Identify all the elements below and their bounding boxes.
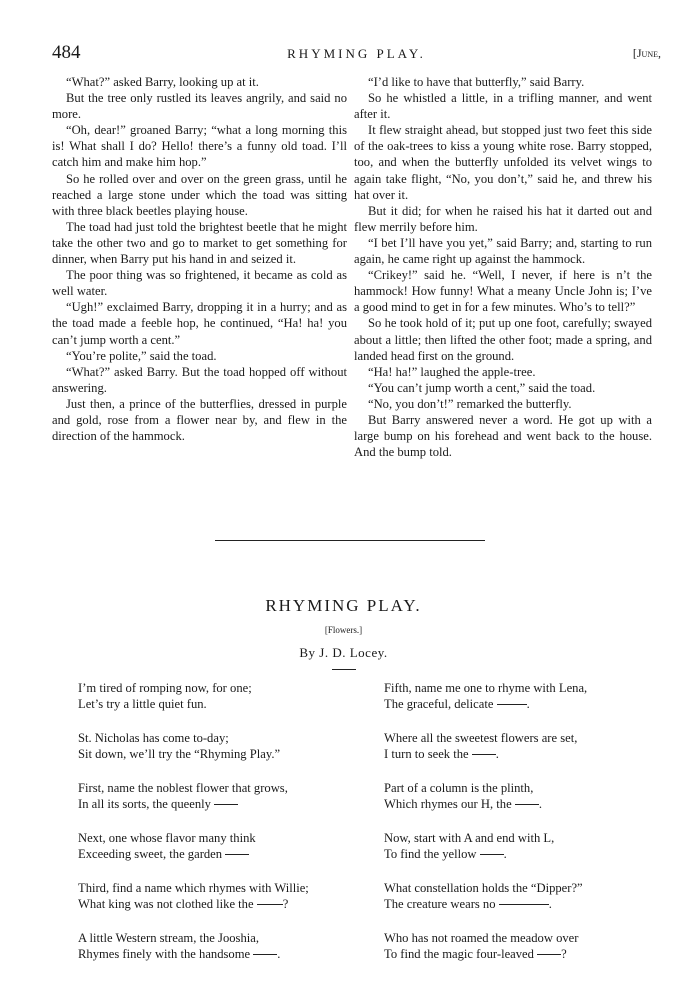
poem-line <box>78 730 378 746</box>
poem-line <box>384 796 684 812</box>
poem-line <box>78 830 378 846</box>
line-ending: . <box>503 847 507 861</box>
poem-line-text: What king was not clothed like the <box>78 897 254 911</box>
poem-title: RHYMING PLAY. <box>265 596 422 615</box>
poem-line-text: To find the magic four-leaved <box>384 947 534 961</box>
poem-line-text: A little Western stream, the Jooshia, <box>78 931 259 945</box>
poem-line-text: Let’s try a little quiet fun. <box>78 697 207 711</box>
page-header <box>52 42 661 66</box>
poem-stanza <box>384 930 684 962</box>
poem-line-text: What constellation holds the “Dipper?” <box>384 881 583 895</box>
poem-line <box>78 680 378 696</box>
poem-line <box>384 880 684 896</box>
poem-stanza <box>384 780 684 812</box>
poem-line <box>78 696 378 712</box>
line-ending: ? <box>282 897 289 911</box>
poem-line-text: Now, start with A and end with L, <box>384 831 555 845</box>
poem-line-text: In all its sorts, the queenly <box>78 797 211 811</box>
poem-line-text: Next, one whose flavor many think <box>78 831 256 845</box>
story-right-column <box>354 74 652 460</box>
poem-stanza <box>78 830 378 862</box>
line-ending: . <box>277 947 281 961</box>
story-paragraph: “Oh, dear!” groaned Barry; “what a long morning this is! What shall I do? Hello! there’s a funny old toad. I’ll catch him and make him hop.” <box>52 123 347 170</box>
story-paragraph: It flew straight ahead, but stopped just two feet this side of the oak-trees to kiss a young white rose. Barry stopped, too, and when the butterfly unfolded its velvet wings to again take flight, “No, you don’t,” said he, and threw his hat over it. <box>354 123 652 202</box>
poem-line <box>78 746 378 762</box>
story-paragraph: But Barry answered never a word. He got up with a large bump on his forehead and went back to the house. And the bump told. <box>354 412 652 460</box>
story-paragraph: “What?” asked Barry. But the toad hopped off without answering. <box>52 364 347 395</box>
poem-line <box>384 730 684 746</box>
poem-line-text: St. Nicholas has come to-day; <box>78 731 229 745</box>
story-paragraph: “No, you don’t!” remarked the butterfly. <box>368 396 572 411</box>
story-paragraph: “Ha! ha!” laughed the apple-tree. <box>368 364 536 379</box>
poem-line <box>384 780 684 796</box>
poem-line <box>384 696 684 712</box>
poem-line-text: The graceful, delicate <box>384 697 494 711</box>
poem-line-text: To find the yellow <box>384 847 477 861</box>
answer-blank <box>499 904 549 905</box>
answer-blank <box>515 804 539 805</box>
answer-blank <box>225 854 249 855</box>
poem-line <box>384 896 684 912</box>
page-number: 484 <box>52 42 81 63</box>
issue-month: [June, <box>632 46 661 60</box>
story-paragraph: Just then, a prince of the butterflies, dressed in purple and gold, rose from a flower near by, and flew in the direction of the hammock. <box>52 396 347 444</box>
poem-line <box>384 830 684 846</box>
line-ending: ? <box>561 947 567 961</box>
story-paragraph: The toad had just told the brightest beetle that he might take the other two and go to market to get something for dinner, when Barry put his hand in and seized it. <box>52 219 347 267</box>
story-paragraph: The poor thing was so frightened, it became as cold as well water. <box>52 268 347 299</box>
poem-author: By J. D. Locey. <box>299 645 388 660</box>
poem-stanza <box>78 930 378 962</box>
poem-line <box>78 846 378 862</box>
poem-line-text: Rhymes finely with the handsome <box>78 947 251 961</box>
story-paragraph: “What?” asked Barry, looking up at it. <box>66 75 259 89</box>
poem-stanza <box>78 680 378 712</box>
poem-line <box>78 946 378 962</box>
story-paragraph: “I’d like to have that butterfly,” said Barry. <box>368 75 585 89</box>
poem-line <box>384 746 684 762</box>
story-paragraph: “Crikey!” said he. “Well, I never, if here is n’t the hammock! How funny! What a meany Uncle John is; I’ve a good mind to get in for a few minutes. Who’s to tell?” <box>354 268 652 315</box>
answer-blank <box>257 904 283 905</box>
poem-line <box>78 896 378 912</box>
poem-line <box>384 680 684 696</box>
poem-line-text: I’m tired of romping now, for one; <box>78 681 252 695</box>
line-ending: . <box>548 897 552 911</box>
poem-line-text: Where all the sweetest flowers are set, <box>384 731 578 745</box>
story-paragraph: “You can’t jump worth a cent,” said the toad. <box>368 380 596 395</box>
poem-line-text: Fifth, name me one to rhyme with Lena, <box>384 681 588 695</box>
answer-blank <box>472 754 496 755</box>
poem-stanza <box>384 680 684 712</box>
poem-line-text: Third, find a name which rhymes with Willie; <box>78 881 309 895</box>
answer-blank <box>537 954 561 955</box>
poem-right-column <box>384 680 684 980</box>
poem-stanza <box>78 880 378 912</box>
story-paragraph: So he rolled over and over on the green grass, until he reached a large stone under which the toad was sitting with three black beetles playing house. <box>52 171 347 218</box>
poem-stanza <box>78 730 378 762</box>
answer-blank <box>214 804 238 805</box>
answer-blank <box>497 704 527 705</box>
poem-line-text: I turn to seek the <box>384 747 469 761</box>
poem-stanza <box>78 780 378 812</box>
poem-line <box>384 846 684 862</box>
story-paragraph: So he whistled a little, in a trifling manner, and went after it. <box>354 91 652 122</box>
poem-line-text: Part of a column is the plinth, <box>384 781 534 795</box>
answer-blank <box>253 954 277 955</box>
story-paragraph: “You’re polite,” said the toad. <box>66 348 217 363</box>
story-paragraph: But the tree only rustled its leaves angrily, and said no more. <box>52 91 347 122</box>
author-divider <box>332 669 356 670</box>
poem-stanza <box>384 730 684 762</box>
line-ending: . <box>526 697 530 711</box>
poem-line-text: Who has not roamed the meadow over <box>384 931 579 945</box>
story-paragraph: “Ugh!” exclaimed Barry, dropping it in a hurry; and as the toad made a feeble hop, he continued, “Ha! ha! you can’t jump worth a cent.” <box>52 300 347 347</box>
story-paragraph: “I bet I’ll have you yet,” said Barry; and, starting to run again, he came right up against the hammock. <box>354 235 652 267</box>
story-left-column <box>52 74 347 444</box>
poem-stanza <box>384 880 684 912</box>
poem-line-text: Exceeding sweet, the garden <box>78 847 223 861</box>
line-ending: . <box>538 797 542 811</box>
poem-line-text: Which rhymes our H, the <box>384 797 512 811</box>
poem-left-column <box>78 680 378 980</box>
story-paragraph: So he took hold of it; put up one foot, carefully; swayed about a little; then lifted the other foot; made a spring, and landed head first on the ground. <box>354 316 652 363</box>
poem-line <box>384 930 684 946</box>
poem-line <box>78 930 378 946</box>
running-title: RHYMING PLAY. <box>287 46 426 61</box>
poem-line-text: The creature wears no <box>384 897 496 911</box>
answer-blank <box>480 854 504 855</box>
poem-line <box>78 780 378 796</box>
poem-stanza <box>384 830 684 862</box>
poem-line-text: Sit down, we’ll try the “Rhyming Play.” <box>78 747 281 761</box>
line-ending: . <box>495 747 499 761</box>
poem-line-text: First, name the noblest flower that grows, <box>78 781 288 795</box>
story-paragraph: But it did; for when he raised his hat it darted out and flew merrily before him. <box>354 203 652 234</box>
section-divider <box>215 540 485 541</box>
poem-line <box>78 880 378 896</box>
poem-line <box>384 946 684 962</box>
poem-subtitle: [Flowers.] <box>324 625 363 635</box>
poem-line <box>78 796 378 812</box>
